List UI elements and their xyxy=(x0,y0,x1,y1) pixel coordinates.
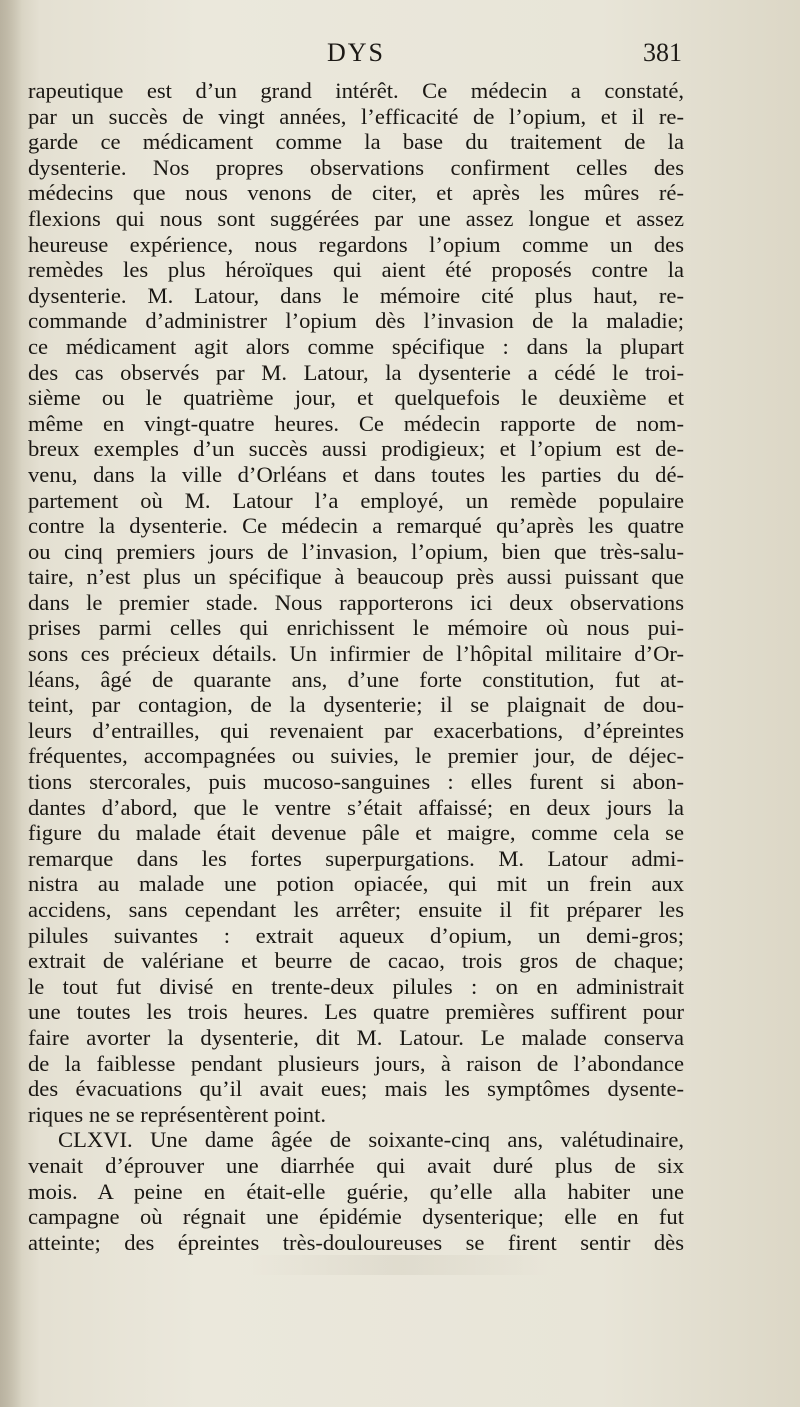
text-line: breux exemples d’un succès aussi prodigieux; et l’opium est de- xyxy=(28,436,684,462)
text-line: tions stercorales, puis mucoso-sanguines : elles furent si abon- xyxy=(28,769,684,795)
text-line: ou cinq premiers jours de l’invasion, l’opium, bien que très-salu- xyxy=(28,538,684,564)
page-number: 381 xyxy=(643,38,682,67)
text-line: commande d’administrer l’opium dès l’invasion de la maladie; xyxy=(28,308,684,334)
text-line: leurs d’entrailles, qui revenaient par exacerbations, d’épreintes xyxy=(28,717,684,743)
text-line: rapeutique est d’un grand intérêt. Ce médecin a constaté, xyxy=(28,78,684,103)
text-line: remarque dans les fortes superpurgations. M. Latour admi- xyxy=(28,845,684,871)
text-line: prises parmi celles qui enrichissent le mémoire où nous pui- xyxy=(28,615,684,641)
section-start-line: CLXVI. Une dame âgée de soixante-cinq ans, valétudinaire, xyxy=(58,1127,684,1153)
text-line: fréquentes, accompagnées ou suivies, le premier jour, de déjec- xyxy=(28,743,684,769)
text-line: venu, dans la ville d’Orléans et dans toutes les parties du dé- xyxy=(28,461,684,487)
text-line: heureuse expérience, nous regardons l’opium comme un des xyxy=(28,231,684,257)
text-line: remèdes les plus héroïques qui aient été proposés contre la xyxy=(28,257,684,283)
text-line: mois. A peine en était-elle guérie, qu’elle alla habiter une xyxy=(28,1178,684,1204)
text-line: dans le premier stade. Nous rapporterons ici deux observations xyxy=(28,589,684,615)
text-line: teint, par contagion, de la dysenterie; il se plaignait de dou- xyxy=(28,692,684,718)
text-line: léans, âgé de quarante ans, d’une forte constitution, fut at- xyxy=(28,666,684,692)
page-gutter-shadow xyxy=(0,0,22,1407)
text-line: de la faiblesse pendant plusieurs jours, à raison de l’abondance xyxy=(28,1050,684,1076)
text-line: nistra au malade une potion opiacée, qui mit un frein aux xyxy=(28,871,684,897)
text-line: dantes d’abord, que le ventre s’était affaissé; en deux jours la xyxy=(28,794,684,820)
text-line: par un succès de vingt années, l’efficacité de l’opium, et il re- xyxy=(28,103,684,129)
text-line: partement où M. Latour l’a employé, un remède populaire xyxy=(28,487,684,513)
text-line: flexions qui nous sont suggérées par une assez longue et assez xyxy=(28,205,684,231)
text-line: garde ce médicament comme la base du traitement de la xyxy=(28,129,684,155)
text-line: une toutes les trois heures. Les quatre premières suffirent pour xyxy=(28,999,684,1025)
page-header xyxy=(30,38,682,78)
body-text xyxy=(28,78,684,1255)
text-line: venait d’éprouver une diarrhée qui avait duré plus de six xyxy=(28,1152,684,1178)
text-line: taire, n’est plus un spécifique à beaucoup près aussi puissant que xyxy=(28,564,684,590)
text-line: des évacuations qu’il avait eues; mais les symptômes dysente- xyxy=(28,1076,684,1102)
text-line: atteinte; des épreintes très-douloureuses se firent sentir dès xyxy=(28,1229,684,1255)
text-line: faire avorter la dysenterie, dit M. Latour. Le malade conserva xyxy=(28,1024,684,1050)
text-line: contre la dysenterie. Ce médecin a remarqué qu’après les quatre xyxy=(28,513,684,539)
running-head: DYS xyxy=(326,38,385,67)
text-line: campagne où régnait une épidémie dysenterique; elle en fut xyxy=(28,1204,684,1230)
text-line: médecins que nous venons de citer, et après les mûres ré- xyxy=(28,180,684,206)
text-line: des cas observés par M. Latour, la dysenterie a cédé le troi- xyxy=(28,359,684,385)
text-line: extrait de valériane et beurre de cacao, trois gros de chaque; xyxy=(28,948,684,974)
text-line: sième ou le quatrième jour, et quelquefois le deuxième et xyxy=(28,385,684,411)
paragraph-end-line: riques ne se représentèrent point. xyxy=(28,1101,326,1127)
text-line: sons ces précieux détails. Un infirmier de l’hôpital militaire d’Or- xyxy=(28,641,684,667)
text-line: même en vingt-quatre heures. Ce médecin rapporte de nom- xyxy=(28,410,684,436)
show-through-bleed xyxy=(250,1255,550,1275)
text-line: dysenterie. M. Latour, dans le mémoire cité plus haut, re- xyxy=(28,282,684,308)
text-line: accidens, sans cependant les arrêter; ensuite il fit préparer les xyxy=(28,897,684,922)
text-line: ce médicament agit alors comme spécifique : dans la plupart xyxy=(28,333,684,359)
text-line: figure du malade était devenue pâle et maigre, comme cela se xyxy=(28,820,684,846)
text-line: dysenterie. Nos propres observations confirment celles des xyxy=(28,154,684,180)
text-line: le tout fut divisé en trente-deux pilules : on en administrait xyxy=(28,973,684,999)
text-line: pilules suivantes : extrait aqueux d’opium, un demi-gros; xyxy=(28,922,684,948)
